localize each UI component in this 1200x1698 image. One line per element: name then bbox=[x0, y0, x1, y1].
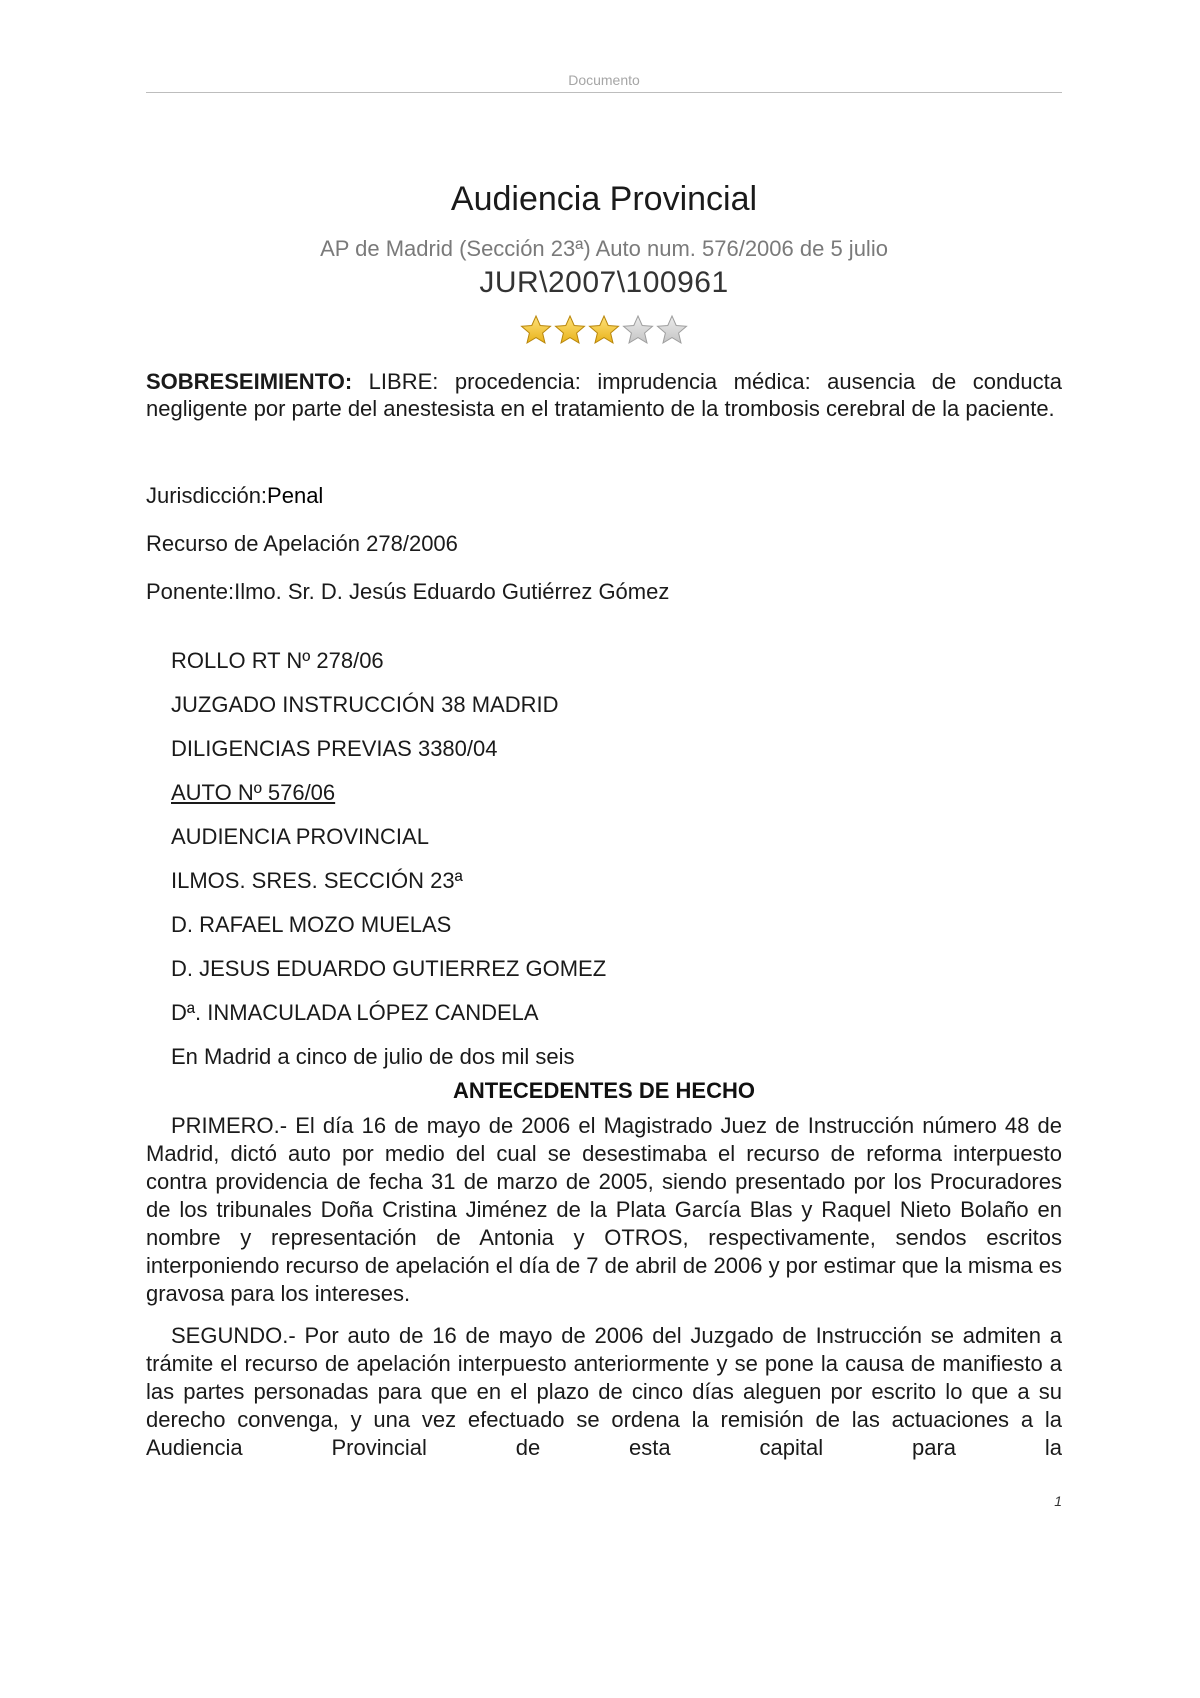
date-line: En Madrid a cinco de julio de dos mil seis bbox=[171, 1044, 575, 1069]
reference-number: JUR\2007\100961 bbox=[479, 266, 729, 299]
rapporteur-label: Ponente: bbox=[146, 579, 235, 604]
header-divider bbox=[146, 92, 1062, 93]
auto-line: AUTO Nº 576/06 bbox=[171, 780, 336, 805]
resolution-subtitle: AP de Madrid (Sección 23ª) Auto num. 576/2006 de 5 julio bbox=[320, 236, 888, 261]
summary-text: LIBRE: procedencia: imprudencia médica: ausencia de conducta negligente por parte del anestesista en el tratamiento de la trombosis cerebral de la paciente. bbox=[146, 369, 1062, 421]
judge-line: D. JESUS EDUARDO GUTIERREZ GOMEZ bbox=[171, 956, 607, 981]
paragraph-primero: PRIMERO.- El día 16 de mayo de 2006 el Magistrado Juez de Instrucción número 48 de Madrid, dictó auto por medio del cual se desestimaba el recurso de reforma interpuesto contra providencia de fecha 31 de marzo de 2005, siendo presentado por los Procuradores de los tribunales Doña Cristina Jiménez de la Plata García Blas y Raquel Nieto Bolaño en nombre y representación de Antonia y OTROS, respectivamente, sendos escritos interponiendo recurso de apelación el día de 7 de abril de 2006 y por estimar que la misma es gravosa para los intereses. bbox=[146, 1113, 1062, 1306]
rapporteur-line bbox=[146, 579, 669, 605]
star-icon bbox=[588, 314, 620, 346]
ilmos-line: ILMOS. SRES. SECCIÓN 23ª bbox=[171, 868, 463, 893]
star-icon bbox=[622, 314, 654, 346]
star-icon bbox=[520, 314, 552, 346]
paragraph-segundo: SEGUNDO.- Por auto de 16 de mayo de 2006 del Juzgado de Instrucción se admiten a trámite el recurso de apelación interpuesto anteriormente y se pone la causa de manifiesto a las partes personadas para que en el plazo de cinco días aleguen por escrito lo que a su derecho convenga, y una vez efectuado se ordena la remisión de las actuaciones a la Audiencia Provincial de esta capital para la bbox=[146, 1323, 1062, 1460]
court-title: Audiencia Provincial bbox=[450, 180, 758, 218]
summary-paragraph bbox=[146, 368, 1062, 422]
diligencias-line: DILIGENCIAS PREVIAS 3380/04 bbox=[171, 736, 498, 761]
judge-line: Dª. INMACULADA LÓPEZ CANDELA bbox=[171, 1000, 539, 1025]
juzgado-line: JUZGADO INSTRUCCIÓN 38 MADRID bbox=[171, 692, 559, 717]
audiencia-line: AUDIENCIA PROVINCIAL bbox=[171, 824, 429, 849]
jurisdiction-label: Jurisdicción: bbox=[146, 483, 268, 508]
star-icon bbox=[554, 314, 586, 346]
rollo-line: ROLLO RT Nº 278/06 bbox=[171, 648, 384, 673]
jurisdiction-value: Penal bbox=[267, 483, 324, 508]
relevance-rating bbox=[146, 314, 1062, 346]
jurisdiction-line bbox=[146, 483, 323, 509]
page-number: 1 bbox=[1054, 1493, 1062, 1509]
section-heading: ANTECEDENTES DE HECHO bbox=[453, 1078, 755, 1103]
rapporteur-value: Ilmo. Sr. D. Jesús Eduardo Gutiérrez Gómez bbox=[234, 579, 670, 604]
appeal-line: Recurso de Apelación 278/2006 bbox=[146, 531, 458, 556]
judge-line: D. RAFAEL MOZO MUELAS bbox=[171, 912, 452, 937]
header-label: Documento bbox=[568, 72, 640, 88]
summary-label: SOBRESEIMIENTO: bbox=[146, 369, 353, 394]
star-icon bbox=[656, 314, 688, 346]
